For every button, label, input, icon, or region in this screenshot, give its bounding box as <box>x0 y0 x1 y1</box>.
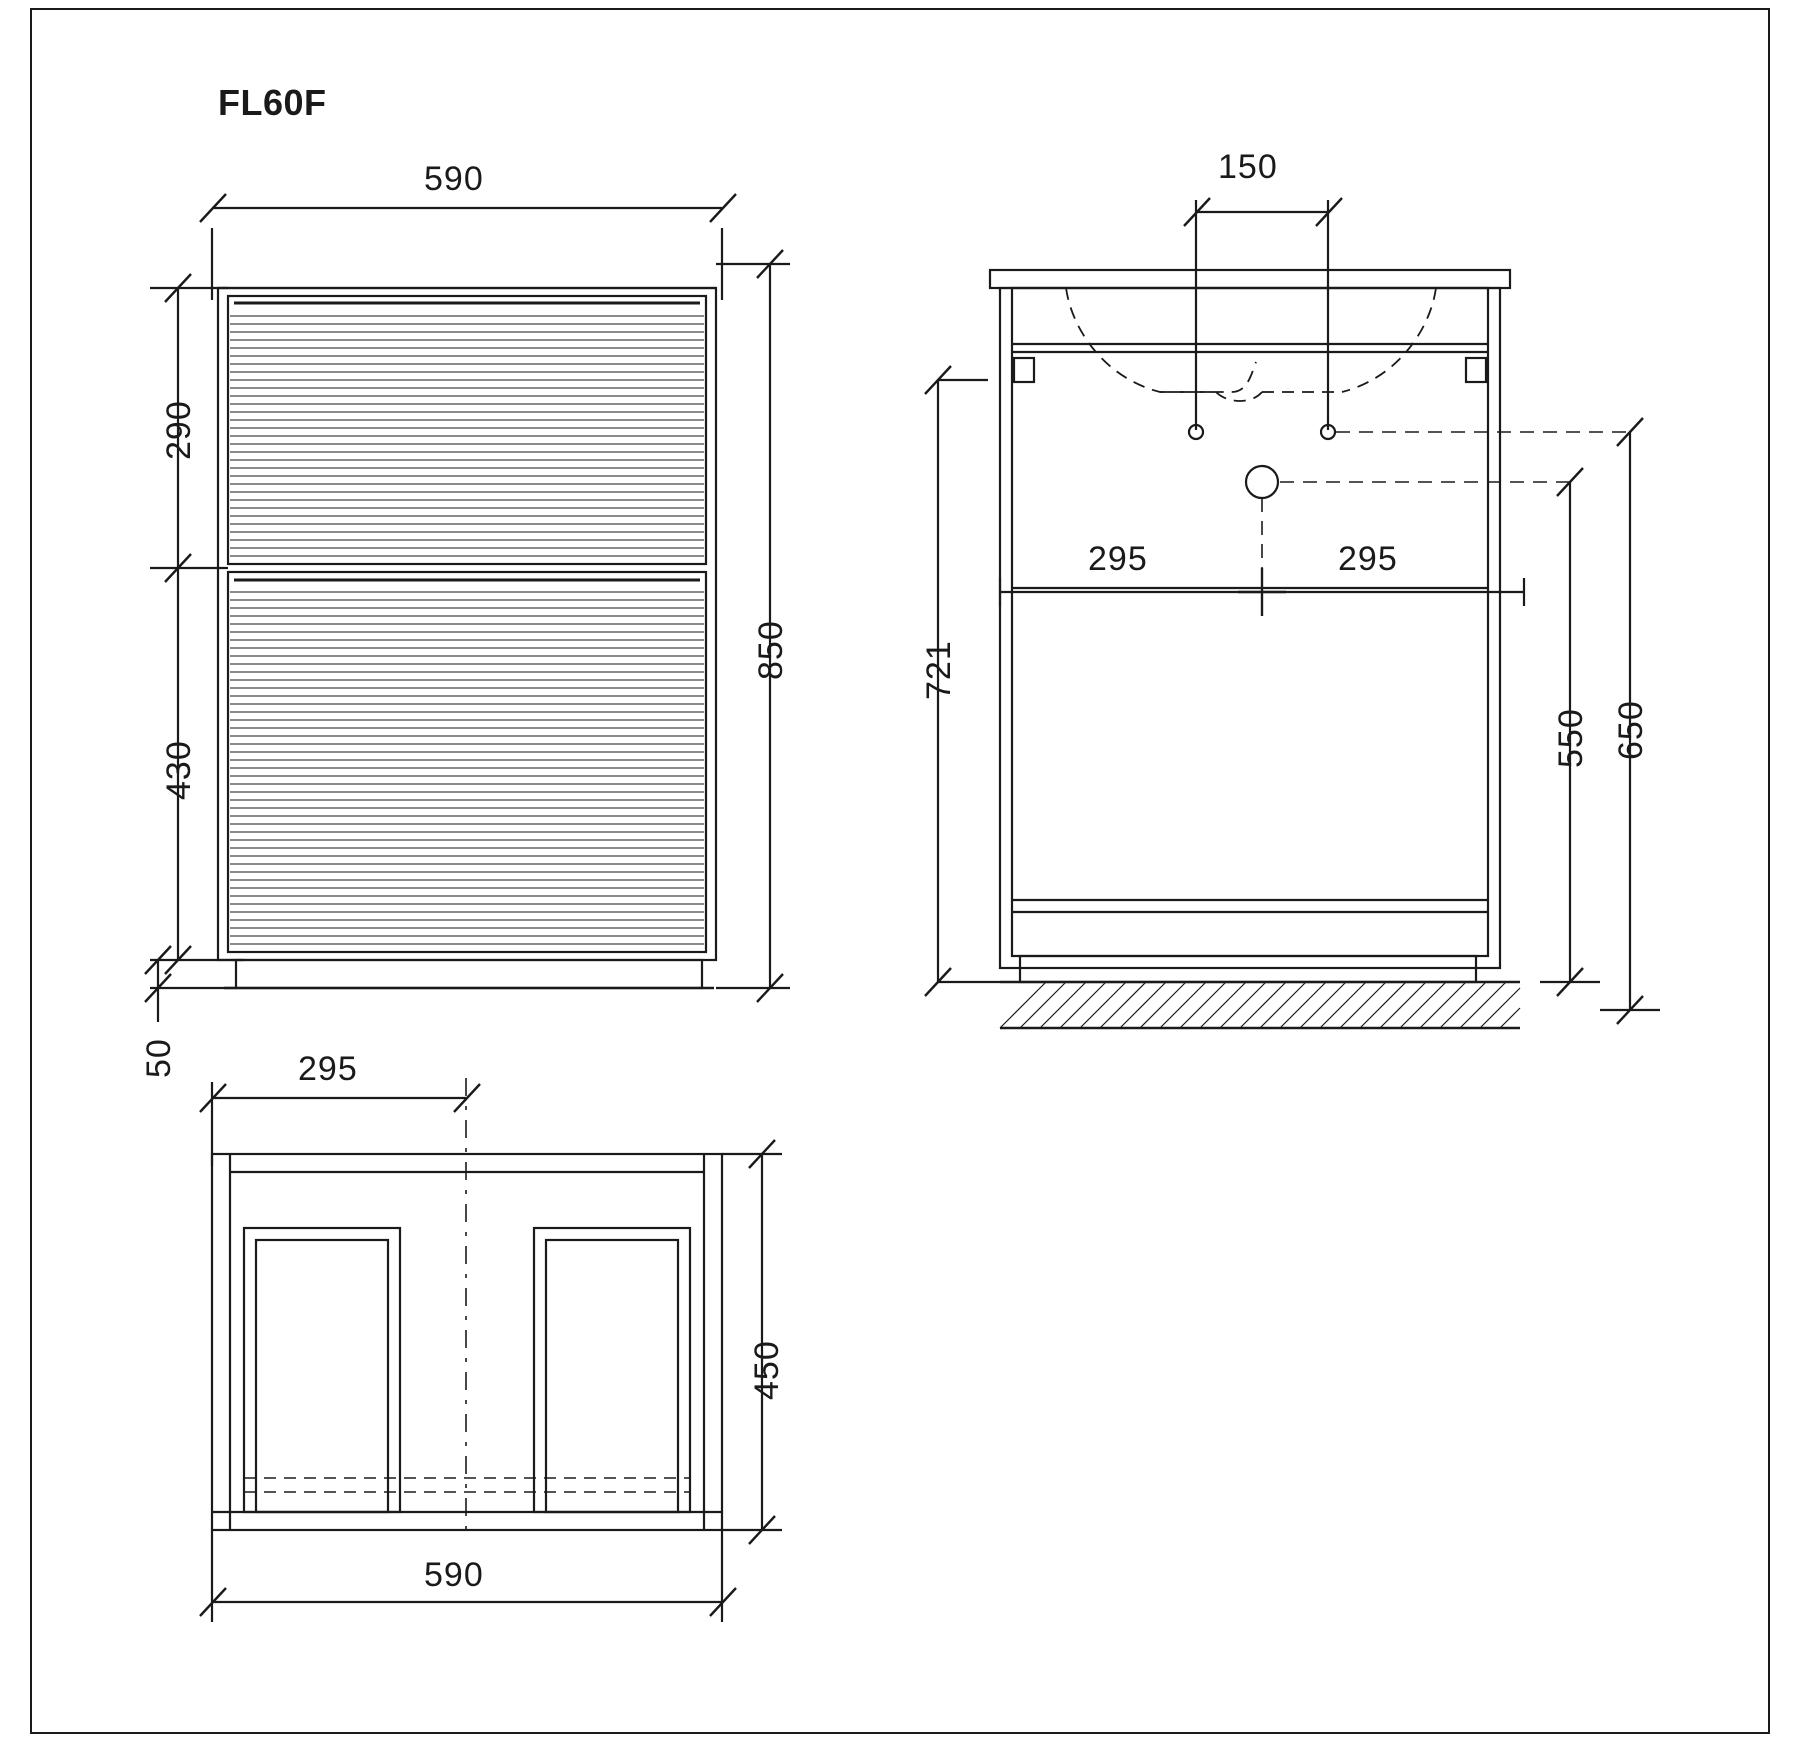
dim-side-550: 550 <box>1552 708 1590 768</box>
dim-side-650: 650 <box>1612 700 1650 760</box>
drawing-title: FL60F <box>218 82 327 123</box>
dim-front-upper-290: 290 <box>160 400 198 460</box>
dim-side-tap-150: 150 <box>1218 148 1278 186</box>
dim-plan-depth-450: 450 <box>748 1340 786 1400</box>
side-section-view <box>925 198 1660 1028</box>
dim-front-plinth-50: 50 <box>140 1038 178 1078</box>
dim-side-721: 721 <box>920 640 958 700</box>
front-elevation-view <box>145 194 790 1022</box>
dim-plan-width-590: 590 <box>424 1556 484 1594</box>
dim-front-width-590: 590 <box>424 160 484 198</box>
dim-side-295-right: 295 <box>1338 540 1398 578</box>
dim-plan-295: 295 <box>298 1050 358 1088</box>
plan-view <box>200 1078 782 1622</box>
dim-front-lower-430: 430 <box>160 740 198 800</box>
dim-side-295-left: 295 <box>1088 540 1148 578</box>
dim-front-height-850: 850 <box>752 620 790 680</box>
